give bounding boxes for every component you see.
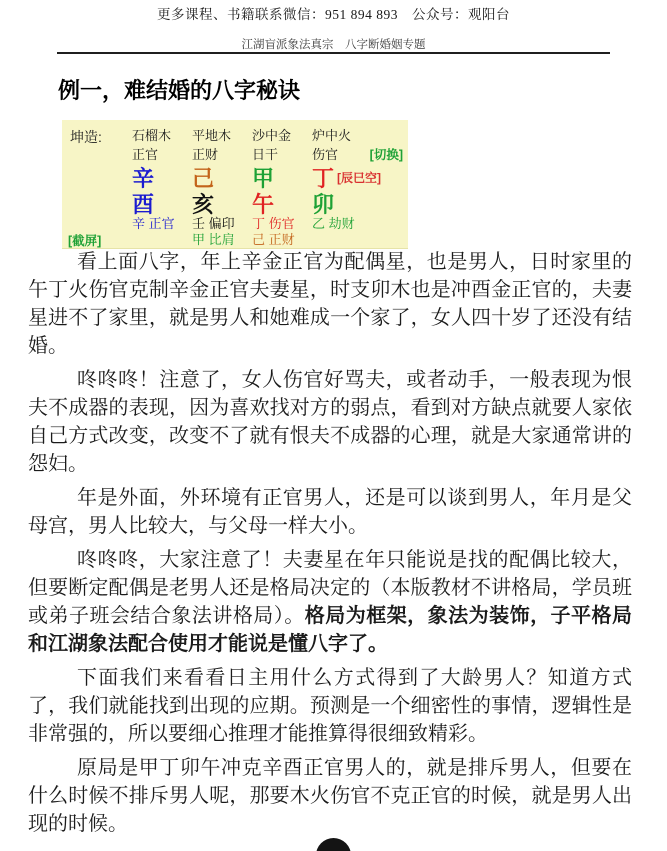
earthly-branch: 酉 — [132, 191, 155, 217]
earthly-branch: 午 — [252, 191, 275, 217]
hidden-stem: 己 正财 — [252, 232, 295, 247]
heavenly-stem: 丁 — [312, 165, 335, 191]
void-tag: [辰巳空] — [337, 170, 382, 185]
hidden-stem: 壬 偏印 — [192, 216, 235, 231]
paragraph-text: 咚咚咚，大家注意了！夫妻星在年只能说是找的配偶比较大，但要断定配偶是老男人还是格局决定的（本版教材不讲格局，学员班或弟子班会结合象法讲格局）。 — [28, 549, 632, 627]
paragraph-text: 原局是甲丁卯午冲克辛酉正官男人的，就是排斥男人，但要在什么时候不排斥男人呢，那要木火伤官不克正官的时候，就是男人出现的时候。 — [28, 757, 632, 835]
heavenly-stem: 甲 — [252, 165, 275, 191]
paragraph-text: 咚咚咚！注意了，女人伤官好骂夫，或者动手，一般表现为恨夫不成器的表现，因为喜欢找对方的弱点，看到对方缺点就要人家依自己方式改变，改变不了就有恨夫不成器的心理，就是大家通常讲的怨妇。 — [28, 369, 632, 475]
earthly-branch: 卯 — [312, 191, 335, 217]
screenshot-tag: [截屏] — [68, 234, 102, 248]
paragraph-text: 看上面八字，年上辛金正官为配偶星，也是男人，日时家里的午丁火伤官克制辛金正官夫妻星，时支卯木也是冲酉金正官的，夫妻星进不了家里，就是男人和她难成一个家了，女人四十岁了还没有结婚。 — [28, 251, 632, 357]
stem-row — [312, 164, 382, 191]
hidden-stem: 甲 比肩 — [192, 232, 235, 247]
pillar-column — [252, 126, 312, 248]
paragraph-text: 下面我们来看看日主用什么方式得到了大龄男人？知道方式了，我们就能找到出现的应期。预测是一个细密性的事情，逻辑性是非常强的，所以要细心推理才能推算得很细致精彩。 — [28, 667, 632, 745]
ten-god-label: 正官 — [132, 147, 159, 162]
switch-tag: [切换] — [369, 148, 403, 162]
stem-row — [132, 164, 192, 190]
document-subtitle: 江湖盲派象法真宗 八字断婚姻专题 — [241, 39, 426, 51]
paragraph — [28, 664, 632, 748]
chart-type-label: 坤造: — [70, 129, 102, 145]
pillar-column — [132, 126, 192, 248]
stem-row — [252, 164, 312, 190]
header-divider — [57, 52, 610, 54]
paragraph — [28, 366, 632, 478]
nayin-label: 沙中金 — [252, 128, 292, 143]
paragraph-bold-text: 格局为框架，象法为装饰，子平格局和江湖象法配合使用才能说是懂八字了。 — [28, 605, 633, 655]
hidden-stem: 辛 正官 — [132, 216, 175, 231]
hidden-stem: 丁 伤官 — [252, 216, 295, 231]
heavenly-stem: 辛 — [132, 165, 155, 191]
nayin-label: 炉中火 — [312, 128, 352, 143]
hidden-stem: 乙 劫财 — [312, 216, 355, 231]
pillar-column — [312, 126, 382, 248]
paragraph — [28, 484, 632, 540]
article-body — [28, 248, 632, 844]
header-contact: 更多课程、书籍联系微信：951 894 893 公众号：观阳台 — [157, 7, 510, 22]
paragraph-text: 年是外面，外环境有正官男人，还是可以谈到男人，年月是父母宫，男人比较大，与父母一样大小。 — [28, 487, 632, 537]
earthly-branch: 亥 — [192, 191, 215, 217]
stem-row — [192, 164, 252, 190]
ten-god-label: 正财 — [192, 147, 219, 162]
ten-god-label: 伤官 — [312, 147, 339, 162]
ten-god-label: 日干 — [252, 147, 279, 162]
paragraph — [28, 754, 632, 838]
nayin-label: 石榴木 — [132, 128, 172, 143]
heavenly-stem: 己 — [192, 165, 215, 191]
nayin-label: 平地木 — [192, 128, 232, 143]
bazi-chart — [62, 120, 408, 249]
paragraph — [28, 546, 632, 658]
section-title: 例一，难结婚的八字秘诀 — [58, 78, 301, 103]
pillar-column — [192, 126, 252, 248]
bazi-pillars — [132, 126, 382, 248]
paragraph — [28, 248, 632, 360]
